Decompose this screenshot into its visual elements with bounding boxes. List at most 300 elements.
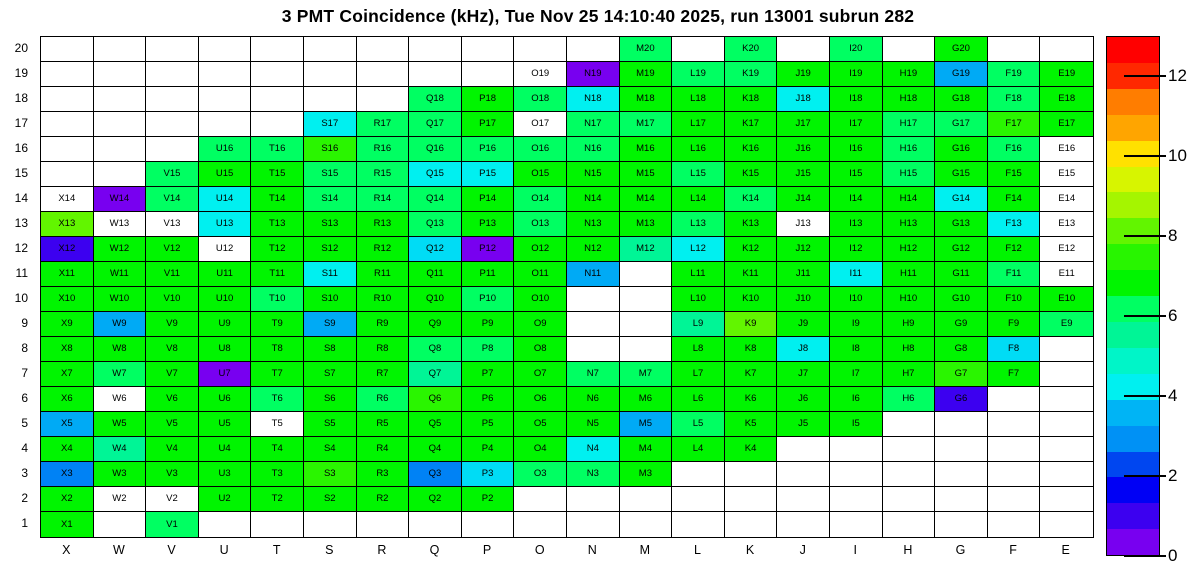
cell-K20	[725, 37, 778, 62]
cell-V2	[146, 487, 199, 512]
cell-label: P8	[481, 343, 494, 355]
row-label-18: 18	[14, 91, 28, 105]
cell-label: I9	[851, 318, 860, 330]
cell-K15	[725, 162, 778, 187]
cell-H17	[883, 112, 936, 137]
cell-O15	[514, 162, 567, 187]
cell-label: F19	[1005, 68, 1022, 80]
cell-label: J16	[795, 143, 811, 155]
cell-label: U7	[218, 368, 231, 380]
cell-label: U5	[218, 418, 231, 430]
cell-Q1	[409, 512, 462, 537]
cell-M5	[620, 412, 673, 437]
cell-X15	[41, 162, 94, 187]
row-label-4: 4	[21, 441, 28, 455]
cell-label: N3	[586, 468, 599, 480]
cell-F16	[988, 137, 1041, 162]
row-label-3: 3	[21, 466, 28, 480]
cell-E8	[1040, 337, 1093, 362]
cell-G17	[935, 112, 988, 137]
cell-S1	[304, 512, 357, 537]
cell-F5	[988, 412, 1041, 437]
cell-F8	[988, 337, 1041, 362]
cell-label: U9	[218, 318, 231, 330]
cell-S9	[304, 312, 357, 337]
cell-H11	[883, 262, 936, 287]
cell-L17	[672, 112, 725, 137]
cell-K10	[725, 287, 778, 312]
cell-label: P13	[479, 218, 497, 230]
cell-J4	[777, 437, 830, 462]
cell-E6	[1040, 387, 1093, 412]
cell-G8	[935, 337, 988, 362]
cell-W4	[94, 437, 147, 462]
cell-I4	[830, 437, 883, 462]
cell-K9	[725, 312, 778, 337]
cell-M14	[620, 187, 673, 212]
cell-label: X2	[60, 493, 73, 505]
cell-label: T9	[271, 318, 283, 330]
cell-M9	[620, 312, 673, 337]
cell-K8	[725, 337, 778, 362]
cell-label: K6	[744, 393, 757, 405]
cell-label: Q18	[426, 93, 444, 105]
colorbar-tick	[1124, 75, 1166, 77]
cell-I3	[830, 462, 883, 487]
cell-label: R2	[376, 493, 389, 505]
cell-U7	[199, 362, 252, 387]
cell-label: S8	[323, 343, 336, 355]
cell-label: O5	[533, 418, 547, 430]
cell-V20	[146, 37, 199, 62]
cell-X18	[41, 87, 94, 112]
cell-label: U10	[215, 293, 234, 305]
cell-L4	[672, 437, 725, 462]
cell-label: S10	[321, 293, 339, 305]
colorbar-tick-label-12: 12	[1168, 66, 1187, 85]
cell-W3	[94, 462, 147, 487]
cell-E2	[1040, 487, 1093, 512]
cell-label: U8	[218, 343, 231, 355]
row-label-19: 19	[14, 66, 28, 80]
cell-label: Q8	[428, 343, 442, 355]
cell-label: N18	[584, 93, 602, 105]
cell-F13	[988, 212, 1041, 237]
cell-J7	[777, 362, 830, 387]
cell-U6	[199, 387, 252, 412]
cell-W12	[94, 237, 147, 262]
cell-F3	[988, 462, 1041, 487]
cell-label: T7	[271, 368, 283, 380]
cell-label: S5	[323, 418, 336, 430]
cell-H14	[883, 187, 936, 212]
cell-E7	[1040, 362, 1093, 387]
cell-U15	[199, 162, 252, 187]
cell-label: W5	[112, 418, 127, 430]
cell-label: I5	[851, 418, 860, 430]
cell-label: Q9	[428, 318, 442, 330]
cell-label: L7	[692, 368, 704, 380]
cell-label: W14	[109, 193, 130, 205]
cell-label: H13	[899, 218, 918, 230]
cell-label: Q2	[428, 493, 442, 505]
cell-label: T11	[269, 268, 286, 280]
cell-H12	[883, 237, 936, 262]
cell-X13	[41, 212, 94, 237]
colorbar-tick-label-10: 10	[1168, 146, 1187, 165]
cell-H20	[883, 37, 936, 62]
colorbar-tick-label-2: 2	[1168, 466, 1178, 485]
cell-O17	[514, 112, 567, 137]
cell-M2	[620, 487, 673, 512]
cell-E20	[1040, 37, 1093, 62]
cell-L7	[672, 362, 725, 387]
cell-J9	[777, 312, 830, 337]
cell-label: K5	[744, 418, 757, 430]
cell-X19	[41, 62, 94, 87]
cell-P6	[462, 387, 515, 412]
cell-label: X3	[60, 468, 73, 480]
cell-X14	[41, 187, 94, 212]
cell-O11	[514, 262, 567, 287]
cell-H2	[883, 487, 936, 512]
cell-label: W8	[112, 343, 127, 355]
row-label-5: 5	[21, 416, 28, 430]
cell-T10	[251, 287, 304, 312]
cell-label: V8	[166, 343, 178, 355]
cell-P17	[462, 112, 515, 137]
cell-Q18	[409, 87, 462, 112]
colorbar-band	[1107, 244, 1159, 270]
cell-label: G9	[954, 318, 968, 330]
cell-label: F12	[1005, 243, 1022, 255]
cell-S14	[304, 187, 357, 212]
cell-E16	[1040, 137, 1093, 162]
cell-H16	[883, 137, 936, 162]
cell-P8	[462, 337, 515, 362]
cell-T8	[251, 337, 304, 362]
cell-V17	[146, 112, 199, 137]
cell-label: X5	[60, 418, 73, 430]
cell-Q11	[409, 262, 462, 287]
cell-N9	[567, 312, 620, 337]
cell-S5	[304, 412, 357, 437]
cell-K7	[725, 362, 778, 387]
cell-label: U3	[218, 468, 231, 480]
cell-label: N4	[586, 443, 599, 455]
colorbar-band	[1107, 218, 1159, 244]
col-label-K: K	[745, 543, 755, 557]
cell-F11	[988, 262, 1041, 287]
cell-label: P16	[479, 143, 497, 155]
cell-I15	[830, 162, 883, 187]
cell-W7	[94, 362, 147, 387]
cell-V8	[146, 337, 199, 362]
cell-S13	[304, 212, 357, 237]
cell-E4	[1040, 437, 1093, 462]
cell-label: I13	[849, 218, 863, 230]
cell-label: J8	[798, 343, 809, 355]
cell-N7	[567, 362, 620, 387]
cell-S20	[304, 37, 357, 62]
cell-label: Q17	[426, 118, 444, 130]
cell-P10	[462, 287, 515, 312]
cell-label: H12	[899, 243, 918, 255]
colorbar-band	[1107, 270, 1159, 296]
cell-X6	[41, 387, 94, 412]
cell-L19	[672, 62, 725, 87]
cell-label: J6	[798, 393, 809, 405]
cell-label: R8	[376, 343, 389, 355]
cell-I10	[830, 287, 883, 312]
colorbar-band	[1107, 477, 1159, 503]
cell-label: L15	[690, 168, 706, 180]
cell-label: X8	[60, 343, 73, 355]
col-label-S: S	[325, 543, 334, 557]
cell-L14	[672, 187, 725, 212]
cell-P14	[462, 187, 515, 212]
cell-V15	[146, 162, 199, 187]
cell-label: G12	[952, 243, 970, 255]
cell-P19	[462, 62, 515, 87]
cell-R10	[357, 287, 410, 312]
cell-N18	[567, 87, 620, 112]
cell-label: T5	[271, 418, 283, 430]
cell-label: P10	[479, 293, 497, 305]
cell-label: E19	[1058, 68, 1076, 80]
cell-label: J12	[795, 243, 811, 255]
row-label-17: 17	[14, 116, 28, 130]
cell-label: W12	[109, 243, 130, 255]
cell-L9	[672, 312, 725, 337]
cell-label: M20	[636, 43, 655, 55]
cell-U4	[199, 437, 252, 462]
cell-T18	[251, 87, 304, 112]
cell-label: F18	[1005, 93, 1022, 105]
cell-L6	[672, 387, 725, 412]
cell-label: T4	[271, 443, 283, 455]
cell-M17	[620, 112, 673, 137]
cell-label: W2	[112, 493, 127, 505]
colorbar-band	[1107, 141, 1159, 167]
cell-V12	[146, 237, 199, 262]
cell-U19	[199, 62, 252, 87]
cell-label: H8	[902, 343, 915, 355]
cell-R6	[357, 387, 410, 412]
cell-label: P12	[479, 243, 497, 255]
cell-label: G6	[954, 393, 968, 405]
cell-label: G8	[954, 343, 968, 355]
cell-E17	[1040, 112, 1093, 137]
cell-E19	[1040, 62, 1093, 87]
cell-label: U2	[218, 493, 231, 505]
cell-label: M4	[638, 443, 652, 455]
cell-U8	[199, 337, 252, 362]
cell-I7	[830, 362, 883, 387]
row-label-1: 1	[21, 516, 28, 530]
cell-T19	[251, 62, 304, 87]
cell-label: W3	[112, 468, 127, 480]
cell-U11	[199, 262, 252, 287]
cell-M12	[620, 237, 673, 262]
cell-label: E10	[1058, 293, 1076, 305]
cell-J3	[777, 462, 830, 487]
cell-I20	[830, 37, 883, 62]
cell-Q14	[409, 187, 462, 212]
cell-label: N13	[584, 218, 602, 230]
cell-label: F9	[1008, 318, 1020, 330]
cell-O9	[514, 312, 567, 337]
cell-label: J19	[795, 68, 811, 80]
cell-label: T8	[271, 343, 283, 355]
cell-S12	[304, 237, 357, 262]
cell-R1	[357, 512, 410, 537]
cell-S2	[304, 487, 357, 512]
cell-label: N11	[584, 268, 602, 280]
colorbar-band	[1107, 37, 1159, 63]
cell-label: K4	[744, 443, 757, 455]
cell-F9	[988, 312, 1041, 337]
cell-G10	[935, 287, 988, 312]
cell-label: T2	[271, 493, 283, 505]
cell-M8	[620, 337, 673, 362]
cell-label: U13	[215, 218, 234, 230]
cell-label: X9	[60, 318, 73, 330]
cell-I19	[830, 62, 883, 87]
cell-O13	[514, 212, 567, 237]
cell-L18	[672, 87, 725, 112]
cell-U16	[199, 137, 252, 162]
cell-label: P9	[481, 318, 494, 330]
cell-label: K17	[742, 118, 760, 130]
cell-label: H7	[902, 368, 915, 380]
cell-label: S13	[321, 218, 339, 230]
cell-T7	[251, 362, 304, 387]
cell-label: E11	[1058, 268, 1075, 280]
cell-label: H6	[902, 393, 915, 405]
cell-P7	[462, 362, 515, 387]
cell-S11	[304, 262, 357, 287]
cell-P13	[462, 212, 515, 237]
cell-N8	[567, 337, 620, 362]
cell-E12	[1040, 237, 1093, 262]
cell-N1	[567, 512, 620, 537]
cell-X16	[41, 137, 94, 162]
cell-label: O7	[533, 368, 547, 380]
cell-V10	[146, 287, 199, 312]
cell-label: F10	[1005, 293, 1022, 305]
cell-W15	[94, 162, 147, 187]
cell-label: R9	[376, 318, 389, 330]
cell-label: V9	[166, 318, 178, 330]
cell-label: L11	[690, 268, 706, 280]
cell-T11	[251, 262, 304, 287]
cell-label: L10	[690, 293, 706, 305]
cell-label: M14	[636, 193, 655, 205]
col-label-I: I	[853, 543, 858, 557]
cell-O1	[514, 512, 567, 537]
cell-W10	[94, 287, 147, 312]
cell-N6	[567, 387, 620, 412]
cell-Q15	[409, 162, 462, 187]
cell-Q3	[409, 462, 462, 487]
cell-L13	[672, 212, 725, 237]
heatmap-grid	[40, 36, 1094, 538]
cell-O14	[514, 187, 567, 212]
cell-label: L18	[690, 93, 706, 105]
cell-W17	[94, 112, 147, 137]
cell-label: L5	[692, 418, 704, 430]
col-label-N: N	[587, 543, 597, 557]
cell-T17	[251, 112, 304, 137]
cell-label: E13	[1058, 218, 1076, 230]
cell-W13	[94, 212, 147, 237]
cell-M13	[620, 212, 673, 237]
cell-F17	[988, 112, 1041, 137]
cell-I6	[830, 387, 883, 412]
cell-M10	[620, 287, 673, 312]
cell-label: V10	[163, 293, 181, 305]
cell-label: K14	[742, 193, 760, 205]
cell-label: N12	[584, 243, 602, 255]
cell-label: I19	[849, 68, 863, 80]
cell-H1	[883, 512, 936, 537]
cell-label: S4	[323, 443, 336, 455]
cell-W20	[94, 37, 147, 62]
cell-F18	[988, 87, 1041, 112]
cell-label: T6	[271, 393, 283, 405]
cell-O2	[514, 487, 567, 512]
cell-T12	[251, 237, 304, 262]
cell-Q6	[409, 387, 462, 412]
cell-W19	[94, 62, 147, 87]
cell-label: P14	[479, 193, 497, 205]
cell-label: P18	[479, 93, 497, 105]
cell-E3	[1040, 462, 1093, 487]
cell-label: Q3	[428, 468, 442, 480]
cell-U1	[199, 512, 252, 537]
cell-V18	[146, 87, 199, 112]
cell-O7	[514, 362, 567, 387]
cell-P5	[462, 412, 515, 437]
cell-R7	[357, 362, 410, 387]
cell-K11	[725, 262, 778, 287]
cell-label: W11	[109, 268, 129, 280]
cell-label: T15	[269, 168, 286, 180]
cell-label: K7	[744, 368, 757, 380]
cell-G5	[935, 412, 988, 437]
cell-Q20	[409, 37, 462, 62]
colorbar-tick	[1124, 475, 1166, 477]
cell-I18	[830, 87, 883, 112]
cell-H7	[883, 362, 936, 387]
cell-F20	[988, 37, 1041, 62]
cell-label: F7	[1008, 368, 1020, 380]
cell-label: X14	[58, 193, 76, 205]
cell-label: W13	[109, 218, 130, 230]
row-label-10: 10	[14, 291, 28, 305]
cell-label: R11	[374, 268, 391, 280]
colorbar-tick-label-4: 4	[1168, 386, 1178, 405]
cell-E15	[1040, 162, 1093, 187]
cell-R3	[357, 462, 410, 487]
cell-label: W10	[109, 293, 130, 305]
cell-K1	[725, 512, 778, 537]
cell-L11	[672, 262, 725, 287]
cell-G1	[935, 512, 988, 537]
cell-U2	[199, 487, 252, 512]
cell-label: P2	[481, 493, 494, 505]
